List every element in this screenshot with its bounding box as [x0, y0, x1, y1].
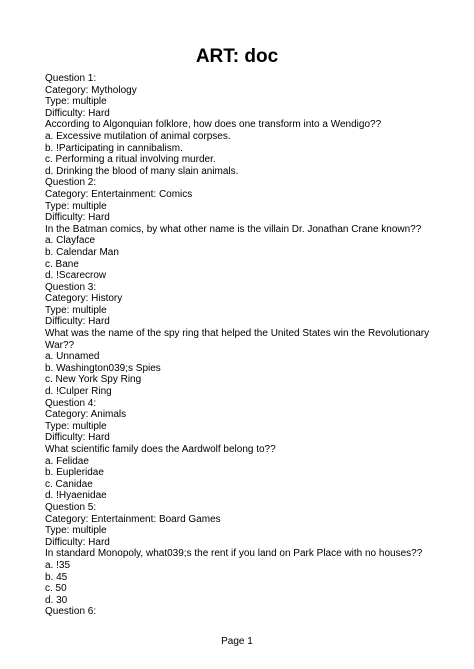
question-1-type: Type: multiple: [45, 96, 107, 108]
question-1-difficulty: Difficulty: Hard: [45, 107, 110, 119]
question-3-difficulty: Difficulty: Hard: [45, 316, 110, 328]
question-4-text: What scientific family does the Aardwolf belong to??: [45, 444, 276, 455]
question-4-category: Category: Animals: [45, 409, 127, 421]
question-3-text-continued: War??: [45, 339, 75, 351]
question-2-heading: Question 2:: [45, 177, 97, 189]
question-1-text: According to Algonquian folklore, how does one transform into a Wendigo??: [45, 119, 382, 131]
question-1-option-a: a. Excessive mutilation of animal corpses.: [45, 130, 231, 142]
document-title: ART: doc: [195, 46, 279, 67]
question-2-option-b: b. Calendar Man: [45, 246, 119, 258]
question-5-option-d: d. 30: [45, 594, 68, 606]
question-2-option-a: a. Clayface: [45, 235, 96, 247]
question-2-difficulty: Difficulty: Hard: [45, 212, 110, 224]
question-1-category: Category: Mythology: [45, 84, 137, 96]
question-2-type: Type: multiple: [45, 200, 107, 212]
question-5-type: Type: multiple: [45, 525, 107, 537]
question-1-heading: Question 1:: [45, 73, 97, 84]
question-4-option-d: d. !Hyaenidae: [45, 490, 107, 502]
question-5-difficulty: Difficulty: Hard: [45, 536, 110, 548]
question-3-option-d: d. !Culper Ring: [45, 386, 112, 398]
question-4-option-b: b. Eupleridae: [45, 467, 104, 479]
question-3-type: Type: multiple: [45, 304, 107, 316]
question-3-text: What was the name of the spy ring that helped the United States win the Revolutionary: [45, 328, 430, 340]
question-4-option-c: c. Canidae: [45, 478, 93, 490]
question-4-option-a: a. Felidae: [45, 455, 89, 467]
question-3-option-a: a. Unnamed: [45, 351, 100, 363]
question-4-type: Type: multiple: [45, 420, 107, 432]
question-5-heading: Question 5:: [45, 501, 97, 513]
question-4-heading: Question 4:: [45, 397, 97, 409]
question-3-heading: Question 3:: [45, 281, 97, 293]
question-1-option-d: d. Drinking the blood of many slain animals.: [45, 165, 239, 177]
question-6-heading: Question 6:: [45, 606, 97, 618]
question-5-option-c: c. 50: [45, 583, 67, 595]
question-2-text: In the Batman comics, by what other name is the villain Dr. Jonathan Crane known??: [45, 223, 422, 235]
question-1-option-c: c. Performing a ritual involving murder.: [45, 154, 216, 166]
question-5-option-a: a. !35: [45, 559, 71, 571]
question-5-category: Category: Entertainment: Board Games: [45, 513, 221, 525]
question-3-option-b: b. Washington039;s Spies: [45, 362, 161, 374]
page-number: Page 1: [221, 636, 253, 647]
document-body: [45, 73, 445, 618]
question-2-option-d: d. !Scarecrow: [45, 270, 107, 282]
question-2-category: Category: Entertainment: Comics: [45, 188, 193, 200]
question-1-option-b: b. !Participating in cannibalism.: [45, 142, 183, 154]
question-3-option-c: c. New York Spy Ring: [45, 374, 142, 386]
question-5-option-b: b. 45: [45, 571, 68, 583]
question-4-difficulty: Difficulty: Hard: [45, 432, 110, 444]
question-2-option-c: c. Bane: [45, 258, 79, 270]
question-3-category: Category: History: [45, 293, 123, 305]
question-5-text: In standard Monopoly, what039;s the rent if you land on Park Place with no houses??: [45, 548, 423, 560]
